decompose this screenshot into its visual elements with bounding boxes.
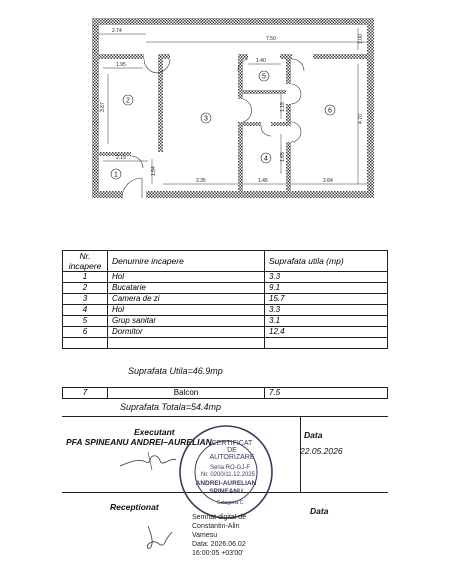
cell-area: 3.3: [265, 272, 388, 283]
wall-bottom-left: [92, 191, 122, 198]
header-area: Suprafata utila (mp): [265, 251, 388, 272]
wall-inner-11: [286, 142, 291, 192]
table-header: [63, 251, 388, 272]
cell-name: Hol: [108, 272, 265, 283]
header-name: Denumire incapere: [108, 251, 265, 272]
suprafata-totala: Suprafata Totala=54.4mp: [120, 402, 221, 412]
data-label-2: Data: [310, 506, 329, 516]
cell-name: Bucatarie: [108, 283, 265, 294]
dim-hol-vertical: 1.65: [280, 152, 286, 162]
dim-small-vertical: 1.00: [358, 34, 364, 44]
wall-inner-13: [271, 122, 291, 126]
stamp-category: Categoria C: [216, 500, 244, 506]
room-2: 2: [126, 97, 130, 105]
cell-nr: 4: [63, 305, 108, 316]
doors: [122, 59, 304, 198]
cell-name: Hol: [108, 305, 265, 316]
table-row: [63, 388, 388, 399]
table-row: [63, 305, 388, 316]
wall-inner-10: [286, 104, 291, 122]
digital-signature: [192, 513, 246, 558]
cell-name: Camera de zi: [108, 294, 265, 305]
wall-bottom: [146, 191, 374, 198]
digital-signature-line: Data: 2026.06.02: [192, 541, 246, 548]
dim-top-total: 7.50: [266, 36, 276, 42]
stamp-series: Seria RO-GJ-F: [209, 465, 251, 471]
table-row: [63, 283, 388, 294]
room-labels: [111, 71, 335, 179]
suprafata-utila: Suprafata Utila=46.9mp: [128, 366, 223, 376]
authorization-stamp: [176, 422, 276, 522]
cell-name: Dormitor: [108, 327, 265, 338]
dim-right-vertical: 4.70: [358, 114, 364, 124]
dim-left-vertical: 3.87: [100, 102, 106, 112]
stamp-name2: SPINEANU: [209, 488, 243, 495]
cell-area: 3.3: [265, 305, 388, 316]
wall-inner-15: [243, 90, 286, 94]
digital-signature-line: 16:00:05 +03'00': [192, 550, 244, 557]
wall-top: [92, 18, 374, 25]
cell-area: 9.1: [265, 283, 388, 294]
stamp-name1: ANDREI-AURELIAN: [195, 480, 257, 487]
cell-nr: 1: [63, 272, 108, 283]
wall-right: [367, 18, 374, 198]
dim-bottom-mid: 2.35: [196, 178, 206, 184]
wall-inner-14: [99, 152, 131, 156]
wall-inner-12: [243, 122, 261, 126]
receptionat-signature: [142, 520, 178, 554]
executant-label: Executant: [134, 427, 175, 437]
wall-inner-5: [313, 54, 367, 59]
dimension-labels: [100, 28, 364, 184]
cell-nr: [63, 338, 108, 349]
cell-name: Grup sanitar: [108, 316, 265, 327]
data-label: Data: [304, 430, 323, 440]
room-4: 4: [264, 155, 268, 163]
rooms-table: [62, 250, 388, 349]
data-value: 22.05.2026: [300, 446, 343, 456]
balcony-table: [62, 387, 388, 399]
table-row: [63, 294, 388, 305]
cell-nr: 2: [63, 283, 108, 294]
cell-nr: 5: [63, 316, 108, 327]
wall-inner-6: [158, 54, 163, 152]
cell-nr: 7: [63, 388, 108, 399]
wall-inner-7: [238, 54, 243, 99]
wall-inner-8: [238, 122, 243, 192]
cell-area: 3.1: [265, 316, 388, 327]
dim-bath-vertical: 1.15: [280, 102, 286, 112]
cell-area: [265, 338, 388, 349]
digital-signature-line: Semnat digital de: [192, 514, 247, 521]
dim-top-left: 2.74: [112, 28, 122, 34]
digital-signature-line: Vamesu: [192, 532, 218, 539]
digital-signature-line: Constantin-Alin: [192, 523, 240, 530]
cell-name: Balcon: [108, 388, 265, 399]
cell-area: 15.7: [265, 294, 388, 305]
wall-inner-9: [286, 54, 291, 84]
dim-bottom-45: 1.45: [258, 178, 268, 184]
executant-name: PFA SPINEANU ANDREI–AURELIAN: [66, 437, 212, 447]
stamp-line3: AUTORIZARE: [209, 454, 255, 461]
floor-plan: [88, 14, 378, 204]
table-row: [63, 327, 388, 338]
table-row: [63, 272, 388, 283]
room-3: 3: [204, 115, 208, 123]
executant-signature: [118, 448, 178, 472]
cell-area: 7.5: [265, 388, 388, 399]
stamp-number: Nr. 0200/11.12.2025: [201, 472, 255, 478]
cell-nr: 3: [63, 294, 108, 305]
stamp-line1: CERTIFICAT: [211, 440, 253, 447]
header-nr: Nr. incapere: [63, 251, 108, 272]
wall-left: [92, 18, 99, 198]
dim-hall-vertical: 1.54: [151, 166, 157, 176]
dim-hall-width: 2.19: [116, 155, 126, 161]
room-6: 6: [328, 107, 332, 115]
dim-bottom-right: 2.64: [323, 178, 333, 184]
room-5: 5: [262, 73, 266, 81]
receptionat-label: Receptionat: [110, 502, 159, 512]
room-1: 1: [114, 171, 118, 179]
cell-nr: 6: [63, 327, 108, 338]
dim-left-inner: 1.95: [116, 62, 126, 68]
cell-area: 12.4: [265, 327, 388, 338]
table-row: [63, 338, 388, 349]
dim-middle-top: 1.40: [256, 58, 266, 64]
divider-top: [62, 416, 388, 417]
stamp-line2: DE: [227, 447, 237, 454]
cell-name: [108, 338, 265, 349]
wall-inner-1: [99, 54, 144, 59]
table-row: [63, 316, 388, 327]
